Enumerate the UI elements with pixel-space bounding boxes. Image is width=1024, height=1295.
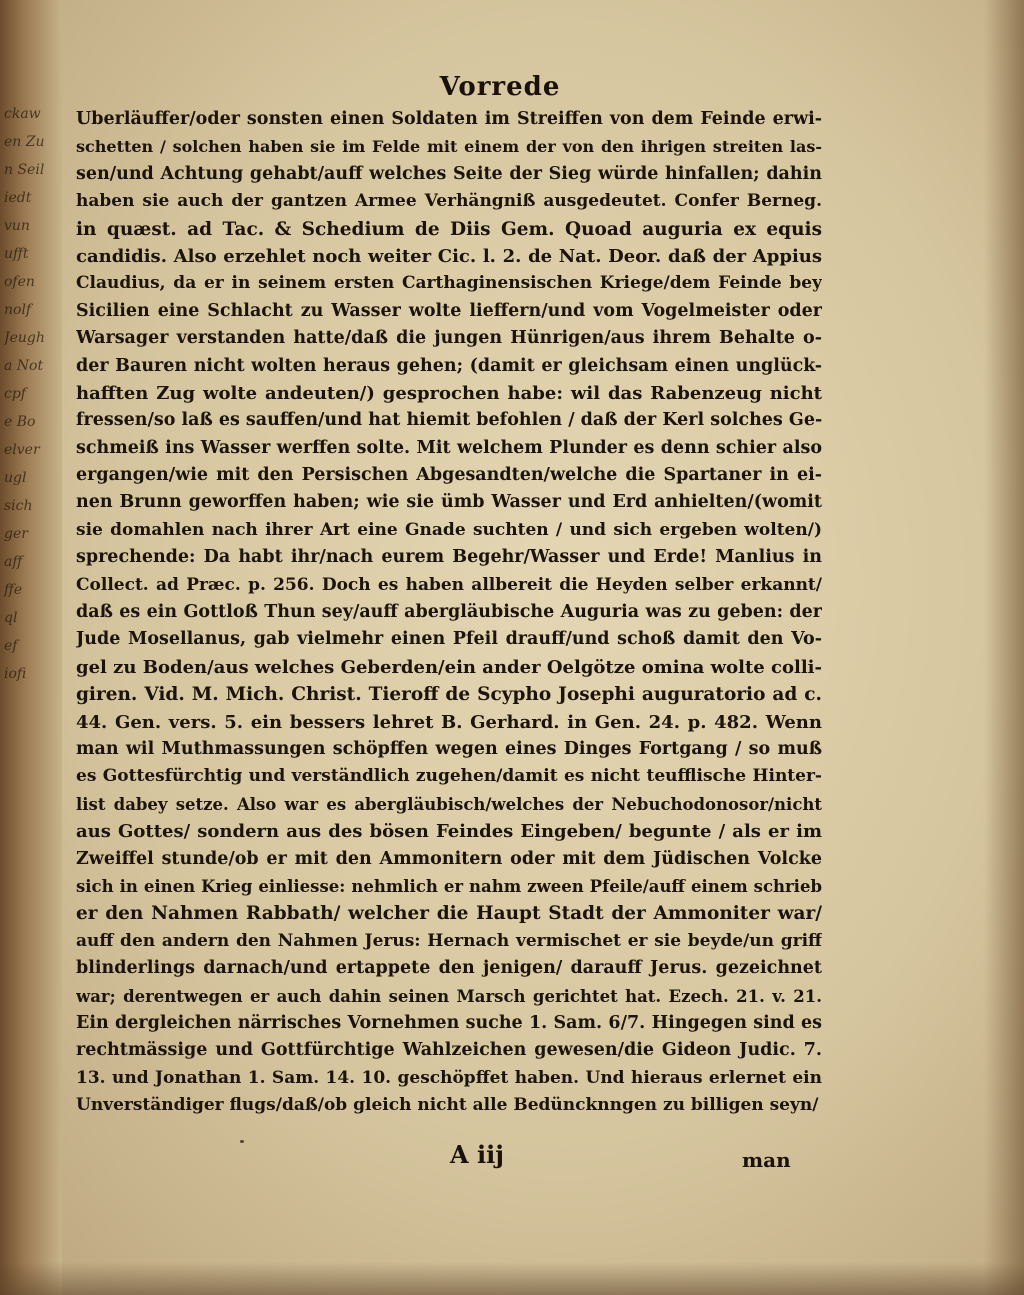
- margin-fragment: iofi: [4, 666, 27, 682]
- text-line: er den Nahmen Rabbath/ welcher die Haupt Stadt der Ammoniter war/: [76, 903, 822, 925]
- text-line: blinderlings darnach/und ertappete den jenigen/ darauff Jerus. gezeichnet: [76, 958, 822, 979]
- text-line: sprechende: Da habt ihr/nach eurem Begehr/Wasser und Erde! Manlius in: [76, 547, 822, 568]
- margin-fragment: aff: [4, 554, 23, 570]
- text-line: Jude Mosellanus, gab vielmehr einen Pfeil drauff/und schoß damit den Vo-: [76, 629, 822, 650]
- text-line: schmeiß ins Wasser werffen solte. Mit welchem Plunder es denn schier also: [76, 437, 822, 458]
- margin-fragment: cpf: [4, 386, 26, 402]
- gutter-binding: [0, 0, 62, 1295]
- margin-fragment: Jeugh: [4, 330, 45, 346]
- text-line: es Gottesfürchtig und verständlich zugehen/damit es nicht teufflische Hinter-: [76, 766, 822, 787]
- text-line: Unverständiger flugs/daß/ob gleich nicht alle Bedüncknngen zu billigen seyn/: [76, 1095, 819, 1116]
- margin-fragment: ofen: [4, 274, 35, 290]
- margin-fragment: vun: [4, 218, 30, 234]
- body-text: [76, 106, 822, 1119]
- text-line: hafften Zug wolte andeuten/) gesprochen habe: wil das Rabenzeug nicht: [76, 382, 822, 404]
- catchword: man: [742, 1148, 791, 1172]
- margin-fragment: sich: [4, 498, 33, 514]
- text-line: Warsager verstanden hatte/daß die jungen Hünrigen/aus ihrem Behalte o-: [76, 328, 822, 349]
- text-line: daß es ein Gottloß Thun sey/auff abergläubische Auguria was zu geben: der: [76, 602, 822, 623]
- text-line: candidis. Also erzehlet noch weiter Cic. l. 2. de Nat. Deor. daß der Appius: [76, 245, 822, 267]
- margin-fragment: a Not: [4, 358, 44, 374]
- margin-fragment: en Zu: [4, 134, 45, 150]
- margin-fragment: nolf: [4, 302, 32, 318]
- text-line: aus Gottes/ sondern aus des bösen Feindes Eingeben/ begunte / als er im: [76, 821, 822, 843]
- text-line: fressen/so laß es sauffen/und hat hiemit befohlen / daß der Kerl solches Ge-: [76, 410, 822, 431]
- margin-fragment: ger: [4, 526, 28, 542]
- page-header: Vorrede: [439, 72, 561, 102]
- text-line: schetten / solchen haben sie im Felde mit einem der von den ihrigen streiten las-: [76, 137, 822, 157]
- margin-fragment: ffe: [4, 582, 23, 598]
- margin-fragment: n Seil: [4, 162, 45, 178]
- margin-fragment: ugl: [4, 470, 27, 486]
- text-line: Claudius, da er in seinem ersten Carthaginensischen Kriege/dem Feinde bey: [76, 273, 822, 294]
- text-line: Zweiffel stunde/ob er mit den Ammonitern oder mit dem Jüdischen Volcke: [76, 848, 822, 869]
- margin-fragments: [4, 100, 58, 688]
- text-line: giren. Vid. M. Mich. Christ. Tieroff de Scypho Josephi auguratorio ad c.: [76, 684, 822, 706]
- page-right-shadow: [984, 0, 1024, 1295]
- margin-fragment: iedt: [4, 190, 32, 206]
- text-line: gel zu Boden/aus welches Geberden/ein ander Oelgötze omina wolte colli-: [76, 656, 822, 678]
- text-line: nen Brunn geworffen haben; wie sie ümb Wasser und Erd anhielten/(womit: [76, 492, 822, 513]
- text-line: sen/und Achtung gehabt/auff welches Seite der Sieg würde hinfallen; dahin: [76, 163, 822, 184]
- text-line: auff den andern den Nahmen Jerus: Hernach vermischet er sie beyde/un griff: [76, 930, 822, 951]
- margin-fragment: ckaw: [4, 106, 41, 122]
- margin-fragment: ufft: [4, 246, 29, 262]
- text-line: der Bauren nicht wolten heraus gehen; (damit er gleichsam einen unglück-: [76, 355, 822, 376]
- text-line: ergangen/wie mit den Persischen Abgesandten/welche die Spartaner in ei-: [76, 465, 822, 486]
- text-line: Collect. ad Præc. p. 256. Doch es haben allbereit die Heyden selber erkannt/: [76, 574, 822, 595]
- text-line: war; derentwegen er auch dahin seinen Marsch gerichtet hat. Ezech. 21. v. 21.: [76, 986, 822, 1006]
- margin-fragment: ef: [4, 638, 18, 654]
- text-line: sich in einen Krieg einliesse: nehmlich er nahm zween Pfeile/auff einem schrieb: [76, 876, 822, 896]
- text-line: man wil Muthmassungen schöpffen wegen eines Dinges Fortgang / so muß: [76, 738, 822, 759]
- ink-speck: [240, 1140, 244, 1143]
- text-line: Sicilien eine Schlacht zu Wasser wolte lieffern/und vom Vogelmeister oder: [76, 300, 822, 321]
- text-line: 44. Gen. vers. 5. ein bessers lehret B. Gerhard. in Gen. 24. p. 482. Wenn: [76, 711, 822, 733]
- text-line: rechtmässige und Gottfürchtige Wahlzeichen gewesen/die Gideon Judic. 7.: [76, 1040, 822, 1061]
- page-bottom-shadow: [0, 1262, 1024, 1295]
- text-line: Ein dergleichen närrisches Vornehmen suche 1. Sam. 6/7. Hingegen sind es: [76, 1012, 822, 1033]
- text-line: 13. und Jonathan 1. Sam. 14. 10. geschöpffet haben. Und hieraus erlernet ein: [76, 1067, 822, 1088]
- text-line: sie domahlen nach ihrer Art eine Gnade suchten / und sich ergeben wolten/): [76, 519, 822, 540]
- margin-fragment: ql: [4, 610, 18, 626]
- text-line: Uberläuffer/oder sonsten einen Soldaten im Streiffen von dem Feinde erwi-: [76, 109, 822, 129]
- text-line: in quæst. ad Tac. & Schedium de Diis Gem. Quoad auguria ex equis: [76, 218, 822, 240]
- text-line: list dabey setze. Also war es abergläubisch/welches der Nebuchodonosor/nicht: [76, 794, 822, 814]
- signature-mark: A iij: [450, 1140, 504, 1169]
- text-line: haben sie auch der gantzen Armee Verhängniß ausgedeutet. Confer Berneg.: [76, 191, 822, 212]
- margin-fragment: elver: [4, 442, 40, 458]
- margin-fragment: e Bo: [4, 414, 36, 430]
